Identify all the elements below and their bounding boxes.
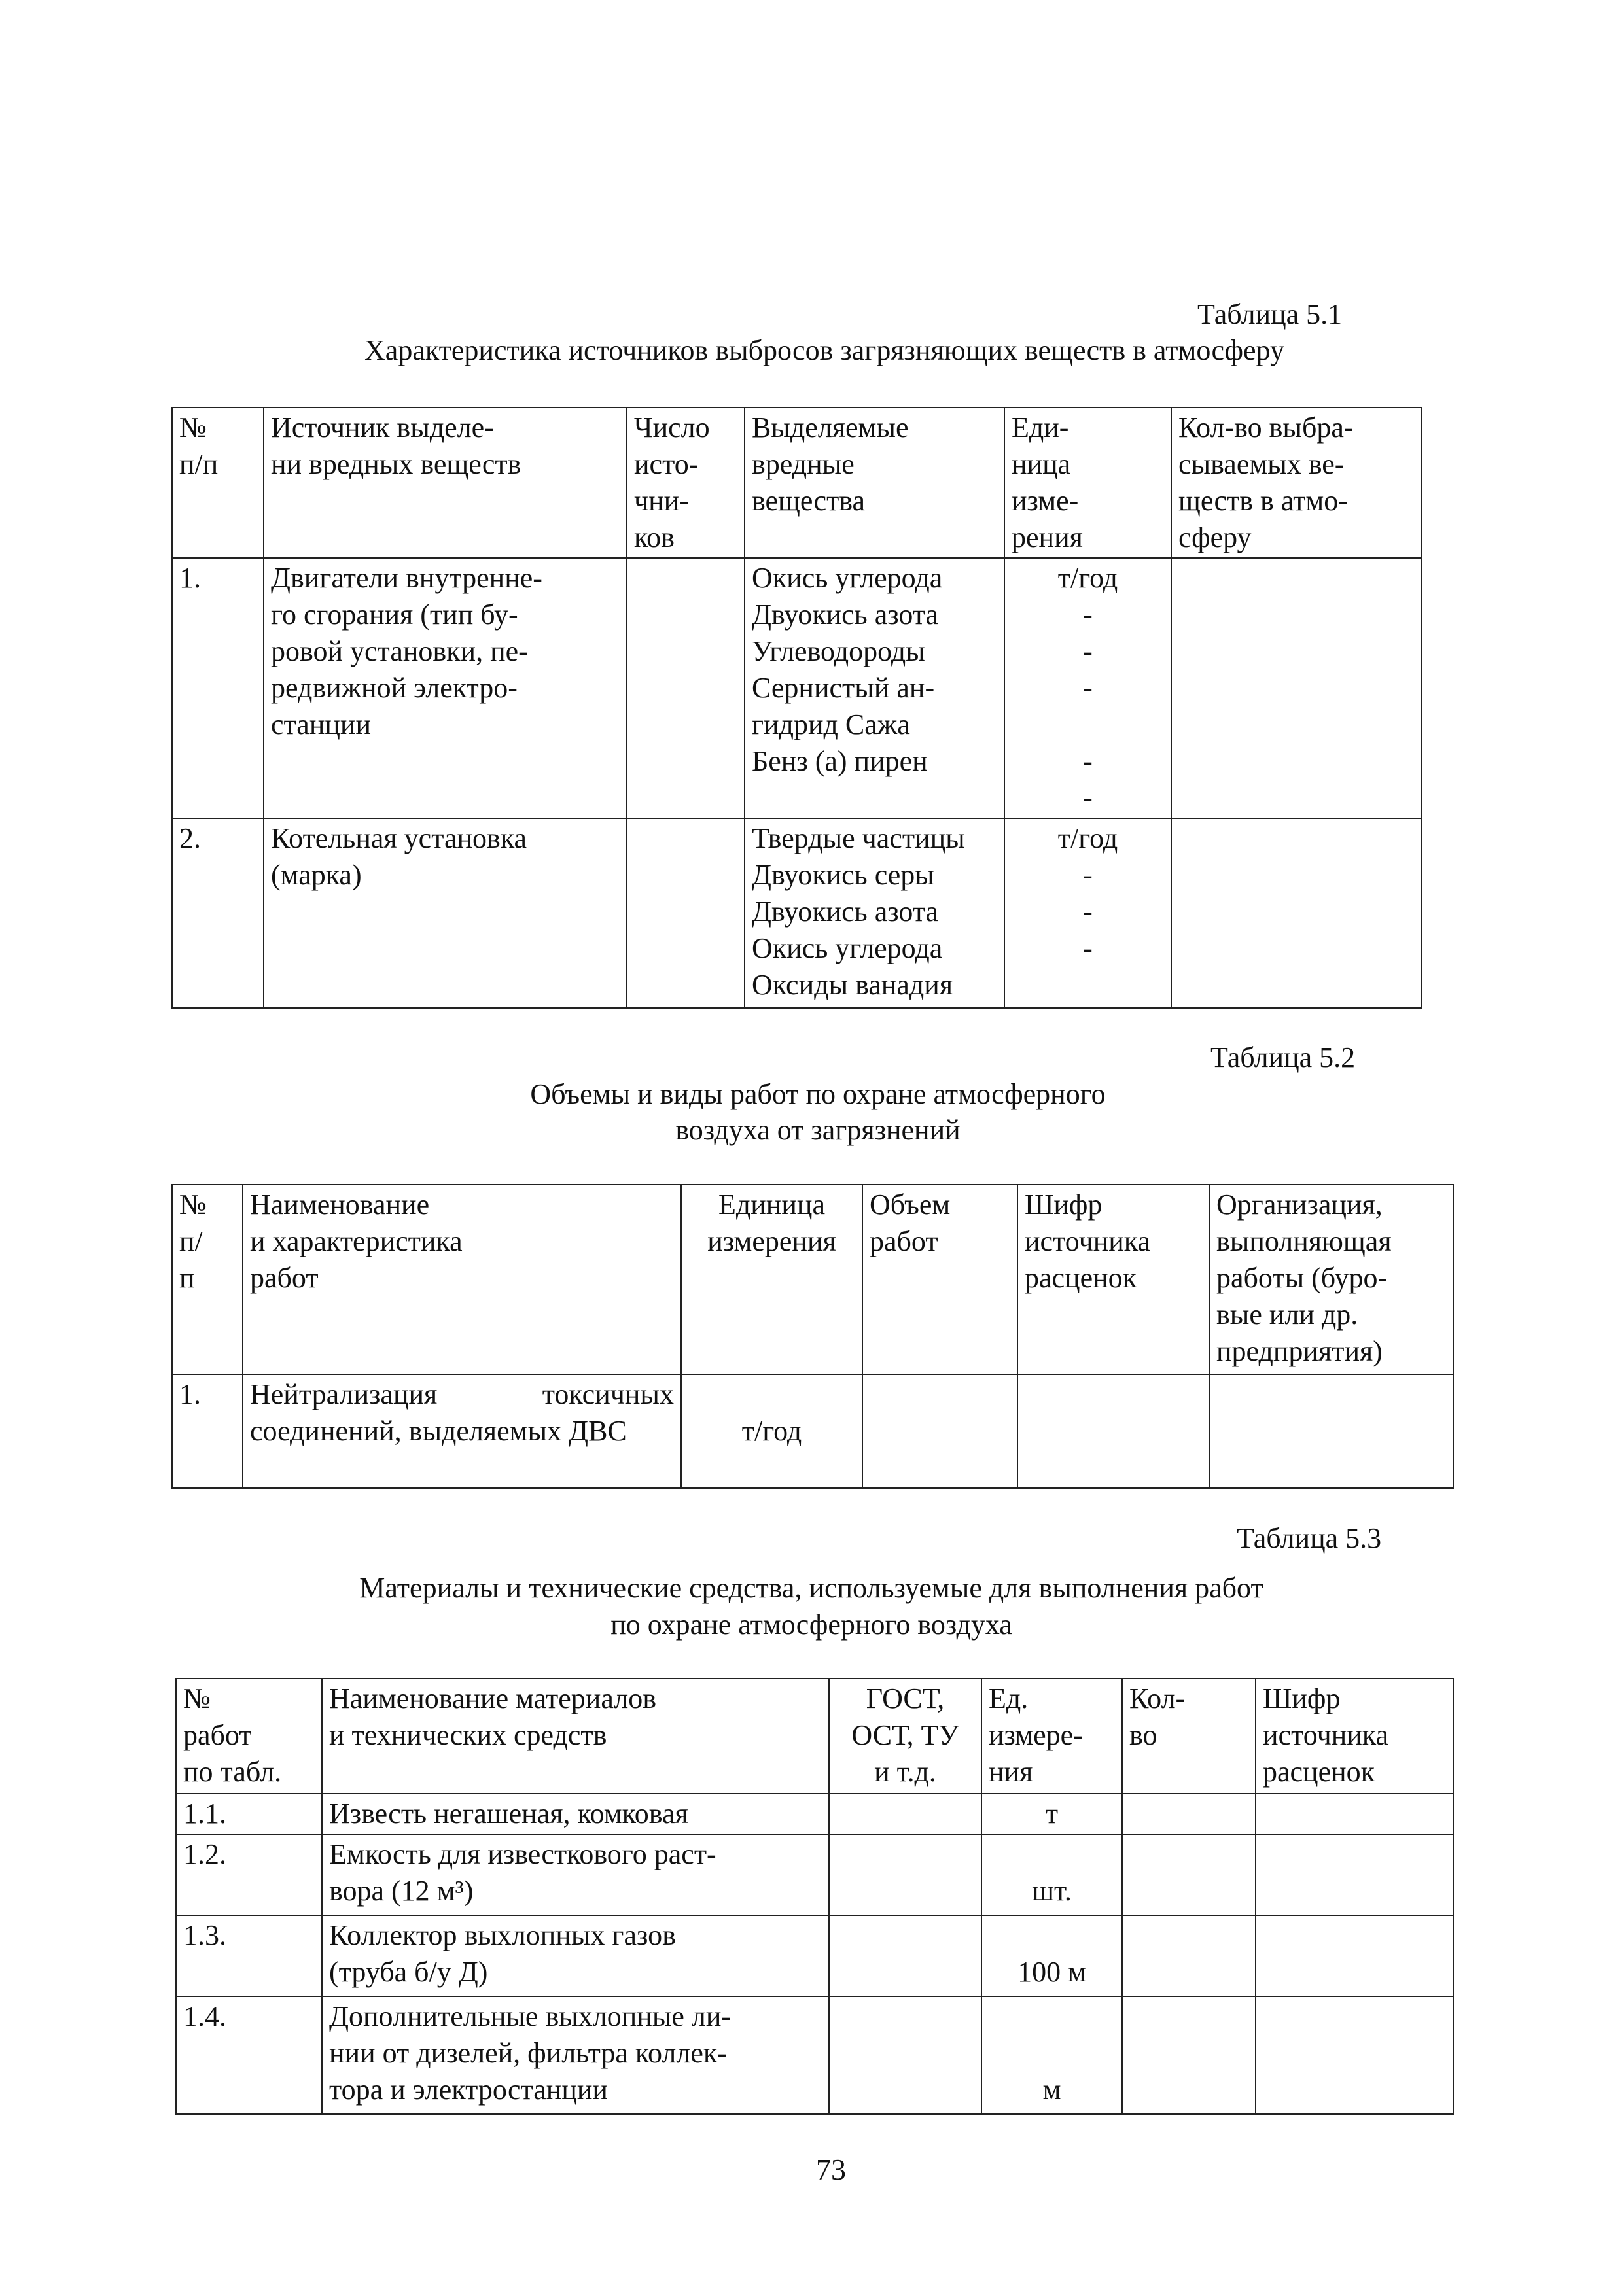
table-cell: 2.: [172, 818, 264, 1008]
header-cell: Наименование материалов и технических средств: [322, 1679, 829, 1794]
table-5-3-title-line-2: по охране атмосферного воздуха: [610, 1609, 1012, 1641]
table-cell: 1.1.: [176, 1794, 322, 1834]
table-cell: [829, 1996, 981, 2114]
table-cell: Двигатели внутренне- го сгорания (тип бу- ровой установки, пе- редвижной электро- станции: [264, 558, 627, 818]
table-row: [176, 1794, 1453, 1834]
header-cell: Число исто- чни- ков: [627, 408, 745, 558]
header-cell: Источник выделе- ни вредных веществ: [264, 408, 627, 558]
table-cell: м: [981, 1996, 1122, 2114]
table-5-1-title: Характеристика источников выбросов загрязняющих веществ в атмосферу: [364, 334, 1284, 366]
table-cell: [1256, 1915, 1453, 1996]
header-cell: ГОСТ, ОСТ, ТУ и т.д.: [829, 1679, 981, 1794]
table-cell: т/год: [681, 1374, 862, 1488]
table-row: [172, 1374, 1453, 1488]
table-5-2-title-line-1: Объемы и виды работ по охране атмосферного: [530, 1078, 1106, 1110]
table-row: [176, 1834, 1453, 1915]
table-cell: шт.: [981, 1834, 1122, 1915]
table-5-2: [171, 1184, 1454, 1489]
table-cell: [1256, 1834, 1453, 1915]
table-cell: Коллектор выхлопных газов (труба б/у Д): [322, 1915, 829, 1996]
header-cell: Шифр источника расценок: [1256, 1679, 1453, 1794]
table-cell: Емкость для известкового раст- вора (12 м³): [322, 1834, 829, 1915]
page-number: 73: [816, 2153, 846, 2186]
table-cell: Известь негашеная, комковая: [322, 1794, 829, 1834]
table-cell: [862, 1374, 1017, 1488]
header-cell: Шифр источника расценок: [1017, 1185, 1209, 1374]
table-cell: 1.: [172, 558, 264, 818]
table-cell: т/год - - - - -: [1004, 558, 1171, 818]
table-cell: [627, 818, 745, 1008]
table-cell: [627, 558, 745, 818]
table-header-row: [172, 408, 1422, 558]
table-cell: [829, 1834, 981, 1915]
table-header-row: [172, 1185, 1453, 1374]
header-cell: Кол- во: [1122, 1679, 1256, 1794]
table-header-row: [176, 1679, 1453, 1794]
table-5-1-caption: Таблица 5.1: [1197, 298, 1343, 330]
table-cell: [1122, 1834, 1256, 1915]
table-cell: 100 м: [981, 1915, 1122, 1996]
table-cell: [1017, 1374, 1209, 1488]
table-cell: [1171, 818, 1422, 1008]
table-cell: 1.3.: [176, 1915, 322, 1996]
table-row: [176, 1915, 1453, 1996]
table-5-2-caption: Таблица 5.2: [1210, 1041, 1356, 1073]
header-cell: № работ по табл.: [176, 1679, 322, 1794]
table-cell: Нейтрализация токсичных соединений, выделяемых ДВС: [243, 1374, 681, 1488]
header-cell: № п/ п: [172, 1185, 243, 1374]
table-cell: [829, 1915, 981, 1996]
table-cell: [1122, 1996, 1256, 2114]
table-cell: [1209, 1374, 1453, 1488]
header-cell: Единица измерения: [681, 1185, 862, 1374]
header-cell: Еди- ница изме- рения: [1004, 408, 1171, 558]
table-5-2-title-line-2: воздуха от загрязнений: [675, 1114, 961, 1146]
table-cell: Окись углерода Двуокись азота Углеводороды Сернистый ан- гидрид Сажа Бенз (а) пирен: [745, 558, 1004, 818]
table-cell: [829, 1794, 981, 1834]
table-5-3-caption: Таблица 5.3: [1237, 1522, 1382, 1554]
table-cell: [1122, 1794, 1256, 1834]
table-row: [172, 558, 1422, 818]
header-cell: Кол-во выбра- сываемых ве- ществ в атмо- сферу: [1171, 408, 1422, 558]
table-cell: Дополнительные выхлопные ли- нии от дизелей, фильтра коллек- тора и электростанции: [322, 1996, 829, 2114]
table-cell: т/год - - -: [1004, 818, 1171, 1008]
header-cell: Ед. измере- ния: [981, 1679, 1122, 1794]
table-cell: Твердые частицы Двуокись серы Двуокись азота Окись углерода Оксиды ванадия: [745, 818, 1004, 1008]
header-cell: Выделяемые вредные вещества: [745, 408, 1004, 558]
table-row: [176, 1996, 1453, 2114]
table-cell: [1171, 558, 1422, 818]
table-cell: [1256, 1996, 1453, 2114]
table-5-3: [175, 1678, 1454, 2115]
table-cell: [1256, 1794, 1453, 1834]
header-cell: Объем работ: [862, 1185, 1017, 1374]
table-cell: [1122, 1915, 1256, 1996]
table-5-1: [171, 407, 1422, 1009]
header-cell: Организация, выполняющая работы (буро- вые или др. предприятия): [1209, 1185, 1453, 1374]
table-cell: 1.: [172, 1374, 243, 1488]
header-cell: № п/п: [172, 408, 264, 558]
table-5-3-title-line-1: Материалы и технические средства, используемые для выполнения работ: [359, 1572, 1263, 1604]
table-cell: Котельная установка (марка): [264, 818, 627, 1008]
table-cell: 1.4.: [176, 1996, 322, 2114]
table-row: [172, 818, 1422, 1008]
table-cell: 1.2.: [176, 1834, 322, 1915]
table-cell: т: [981, 1794, 1122, 1834]
header-cell: Наименование и характеристика работ: [243, 1185, 681, 1374]
